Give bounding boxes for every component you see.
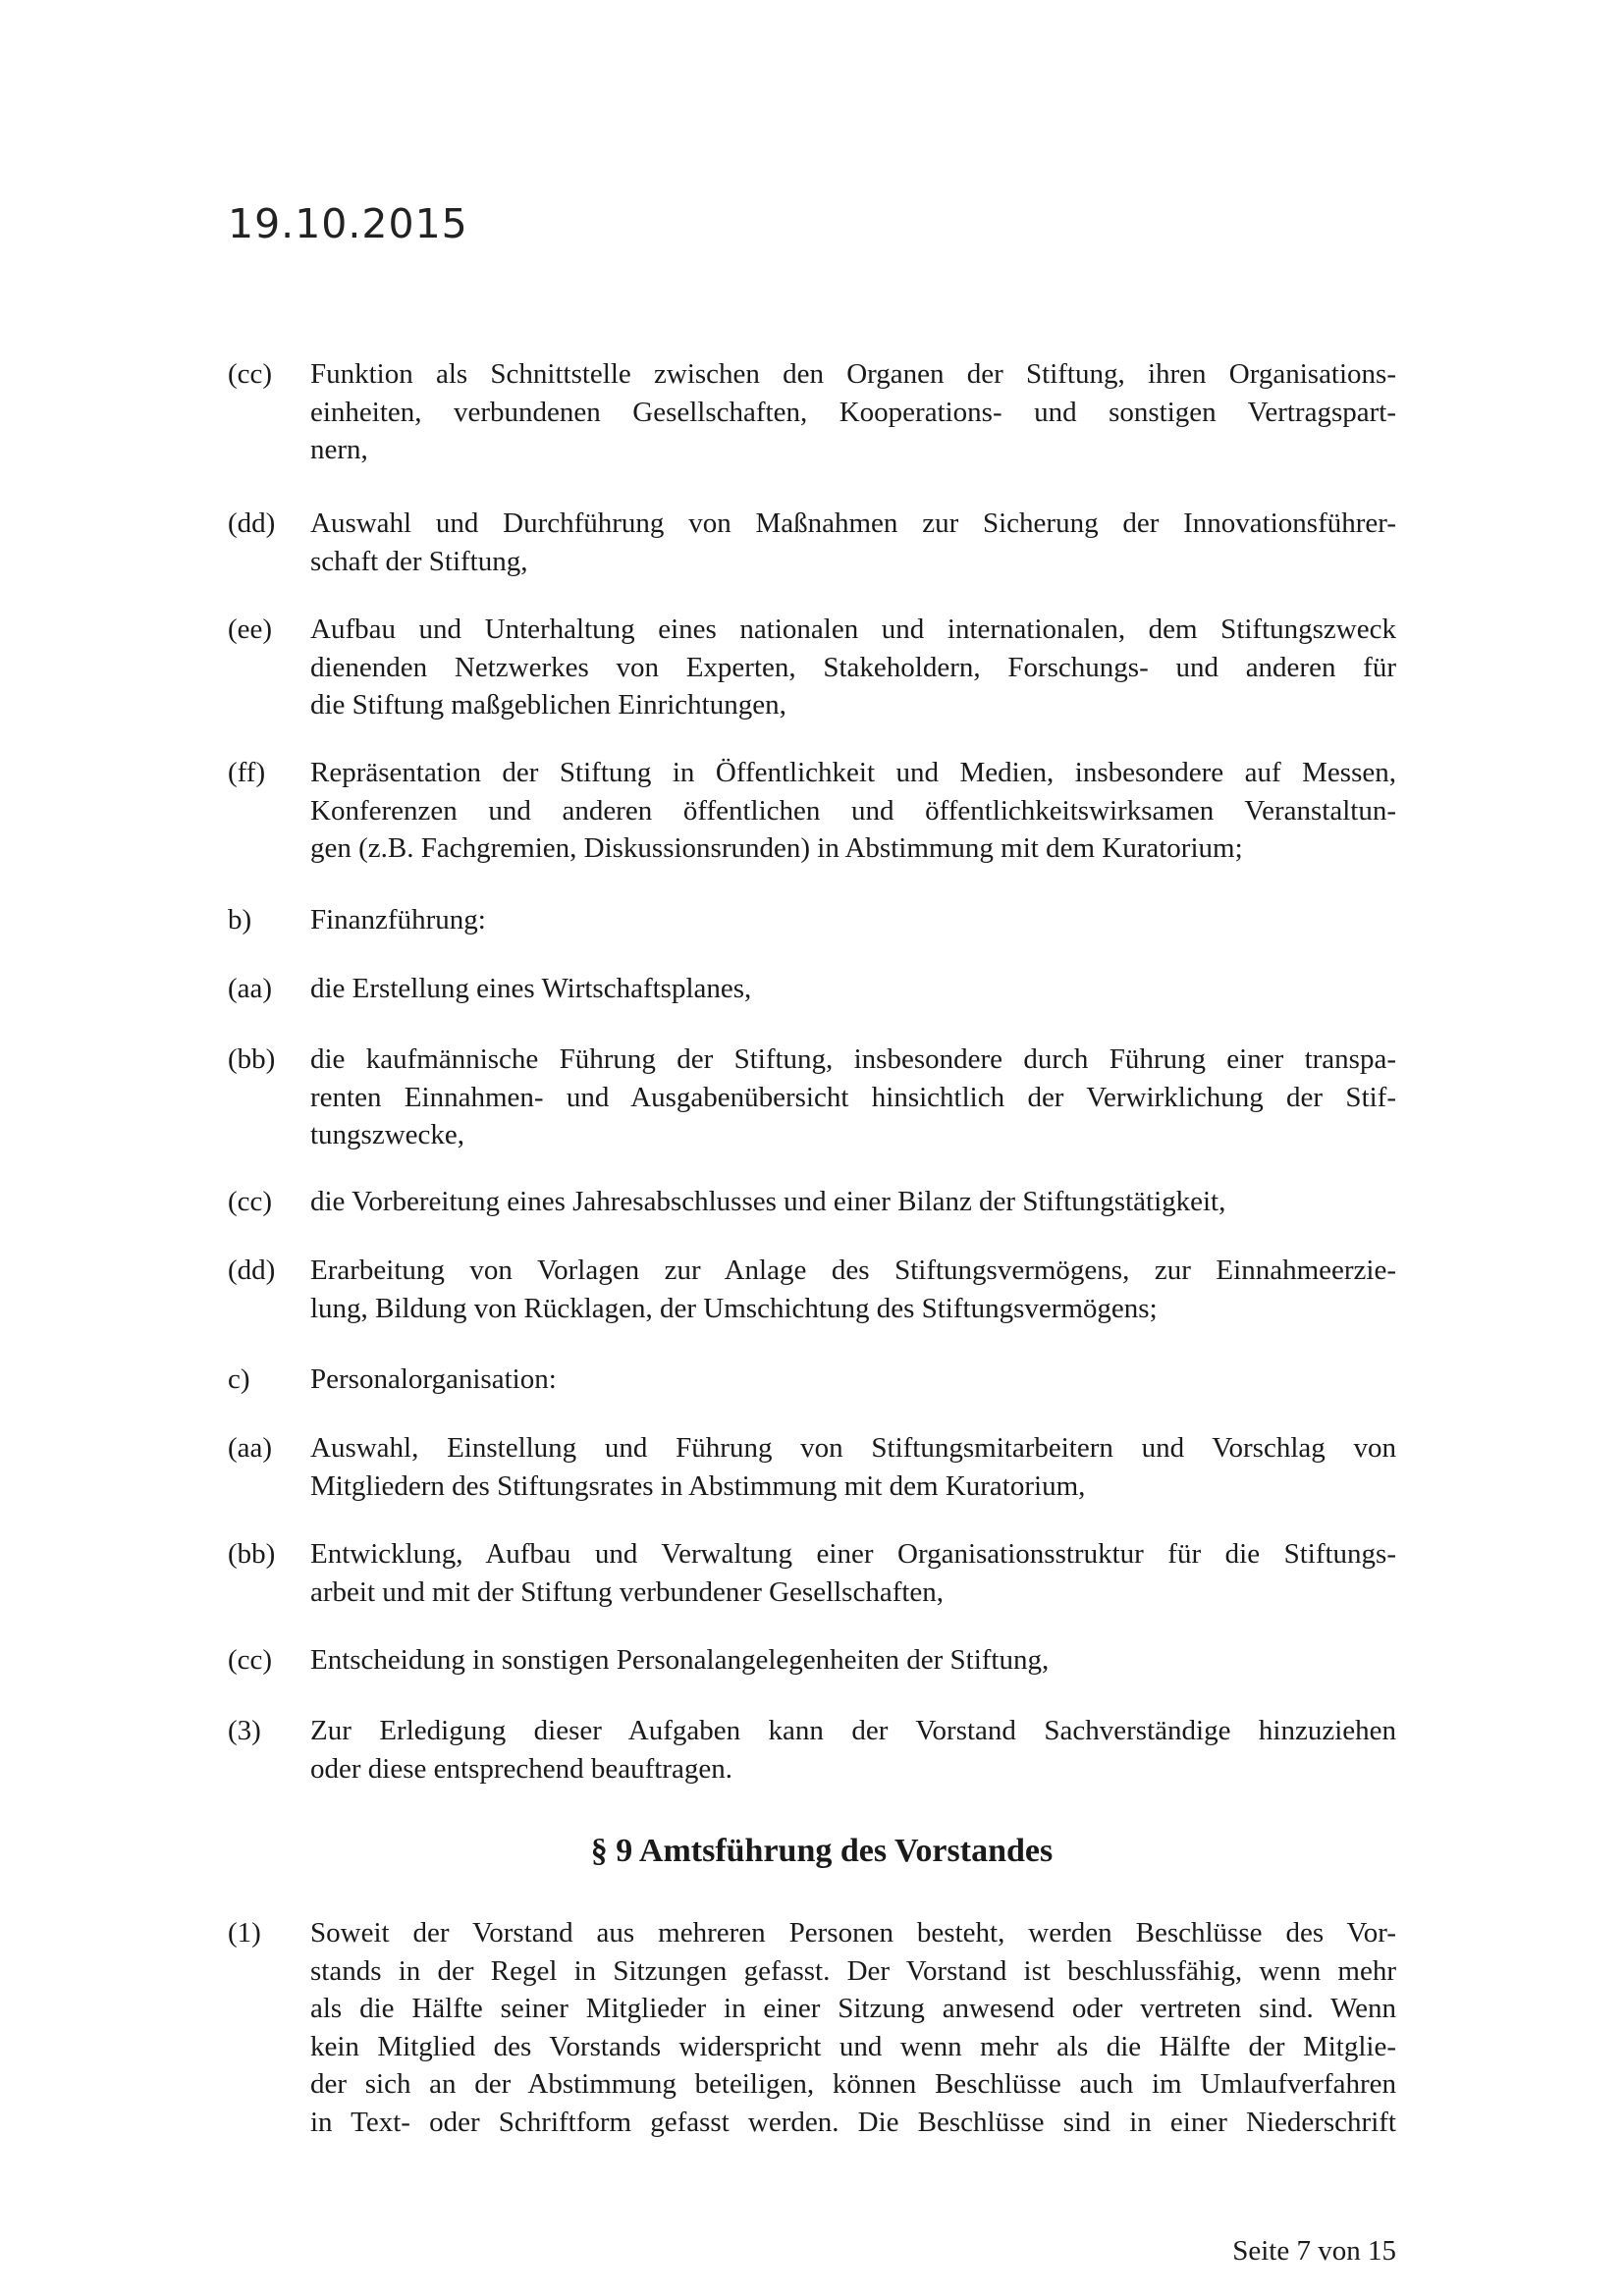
text-line: Auswahl, Einstellung und Führung von Stiftungsmitarbeitern und Vorschlag von bbox=[310, 1432, 1396, 1464]
item-text bbox=[310, 1252, 1396, 1327]
item-text bbox=[310, 611, 1396, 724]
text-line: arbeit und mit der Stiftung verbundener Gesellschaften, bbox=[310, 1575, 945, 1608]
item-label: (cc) bbox=[228, 358, 273, 390]
text-line: tungszwecke, bbox=[310, 1119, 465, 1150]
text-line: Finanzführung: bbox=[310, 904, 486, 935]
text-line: Mitgliedern des Stiftungsrates in Abstimmung mit dem Kuratorium, bbox=[310, 1469, 1086, 1502]
text-line: Aufbau und Unterhaltung eines nationalen und internationalen, dem Stiftungszweck bbox=[310, 614, 1396, 645]
text-line: Repräsentation der Stiftung in Öffentlichkeit und Medien, insbesondere auf Messen, bbox=[310, 757, 1396, 788]
text-line: Auswahl und Durchführung von Maßnahmen zur Sicherung der Innovationsführer- bbox=[310, 507, 1396, 539]
item-text bbox=[310, 1361, 1396, 1399]
page-date: 19.10.2015 bbox=[228, 200, 468, 247]
item-label: b) bbox=[228, 904, 252, 935]
text-line: Personalorganisation: bbox=[310, 1363, 557, 1395]
text-line: Zur Erledigung dieser Aufgaben kann der Vorstand Sachverständige hinzuziehen bbox=[310, 1715, 1396, 1746]
text-line: nern, bbox=[310, 434, 368, 465]
item-label: (dd) bbox=[228, 1255, 276, 1286]
text-line: als die Hälfte seiner Mitglieder in einer Sitzung anwesend oder vertreten sind. Wenn bbox=[310, 1993, 1396, 2024]
item-text bbox=[310, 1183, 1396, 1221]
item-label: (bb) bbox=[228, 1538, 276, 1570]
text-line: kein Mitglied des Vorstands widerspricht und wenn mehr als die Hälfte der Mitglie- bbox=[310, 2030, 1396, 2062]
item-label: (aa) bbox=[228, 973, 273, 1004]
text-line: dienenden Netzwerkes von Experten, Stakeholdern, Forschungs- und anderen für bbox=[310, 651, 1396, 683]
item-label: (cc) bbox=[228, 1186, 273, 1217]
text-line: Entwicklung, Aufbau und Verwaltung einer Organisationsstruktur für die Stiftungs- bbox=[310, 1538, 1396, 1570]
item-text bbox=[310, 1914, 1396, 2141]
item-text bbox=[310, 1041, 1396, 1154]
text-line: lung, Bildung von Rücklagen, der Umschichtung des Stiftungsvermögens; bbox=[310, 1292, 1158, 1324]
text-line: die Stiftung maßgeblichen Einrichtungen, bbox=[310, 689, 786, 721]
item-text bbox=[310, 754, 1396, 868]
text-line: in Text- oder Schriftform gefasst werden. Die Beschlüsse sind in einer Niederschrift bbox=[310, 2106, 1396, 2138]
text-line: Funktion als Schnittstelle zwischen den Organen der Stiftung, ihren Organisations- bbox=[310, 358, 1396, 390]
item-text bbox=[310, 355, 1396, 469]
item-text bbox=[310, 1535, 1396, 1611]
text-line: die kaufmännische Führung der Stiftung, insbesondere durch Führung einer transpa- bbox=[310, 1043, 1396, 1075]
item-text bbox=[310, 901, 1396, 939]
text-line: die Erstellung eines Wirtschaftsplanes, bbox=[310, 973, 752, 1004]
item-text bbox=[310, 1641, 1396, 1680]
item-label: (ff) bbox=[228, 757, 266, 788]
text-line: Soweit der Vorstand aus mehreren Personen besteht, werden Beschlüsse des Vor- bbox=[310, 1917, 1396, 1949]
item-text bbox=[310, 1429, 1396, 1505]
item-label: (aa) bbox=[228, 1432, 273, 1464]
item-label: (bb) bbox=[228, 1043, 276, 1075]
item-label: (dd) bbox=[228, 507, 276, 539]
text-line: renten Einnahmen- und Ausgabenübersicht hinsichtlich der Verwirklichung der Stif- bbox=[310, 1081, 1396, 1113]
item-label: c) bbox=[228, 1363, 250, 1395]
item-text bbox=[310, 1712, 1396, 1788]
text-line: Konferenzen und anderen öffentlichen und öffentlichkeitswirksamen Veranstaltun- bbox=[310, 794, 1396, 827]
text-line: oder diese entsprechend beauftragen. bbox=[310, 1752, 732, 1785]
text-line: einheiten, verbundenen Gesellschaften, Kooperations- und sonstigen Vertragspart- bbox=[310, 396, 1396, 428]
item-label: (cc) bbox=[228, 1644, 273, 1676]
text-line: Erarbeitung von Vorlagen zur Anlage des Stiftungsvermögens, zur Einnahmeerzie- bbox=[310, 1255, 1396, 1286]
text-line: gen (z.B. Fachgremien, Diskussionsrunden) in Abstimmung mit dem Kuratorium; bbox=[310, 832, 1243, 864]
item-label: (ee) bbox=[228, 614, 273, 645]
page-number: Seite 7 von 15 bbox=[1232, 2235, 1396, 2267]
item-text bbox=[310, 505, 1396, 580]
item-text bbox=[310, 970, 1396, 1008]
section-heading: § 9 Amtsführung des Vorstandes bbox=[590, 1833, 1054, 1869]
item-label: (3) bbox=[228, 1715, 261, 1746]
text-line: stands in der Regel in Sitzungen gefasst. Der Vorstand ist beschlussfähig, wenn mehr bbox=[310, 1954, 1396, 1987]
text-line: schaft der Stiftung, bbox=[310, 545, 528, 577]
text-line: Entscheidung in sonstigen Personalangelegenheiten der Stiftung, bbox=[310, 1644, 1050, 1676]
item-label: (1) bbox=[228, 1917, 261, 1949]
text-line: die Vorbereitung eines Jahresabschlusses und einer Bilanz der Stiftungstätigkeit, bbox=[310, 1186, 1226, 1217]
text-line: der sich an der Abstimmung beteiligen, können Beschlüsse auch im Umlaufverfahren bbox=[310, 2068, 1396, 2100]
